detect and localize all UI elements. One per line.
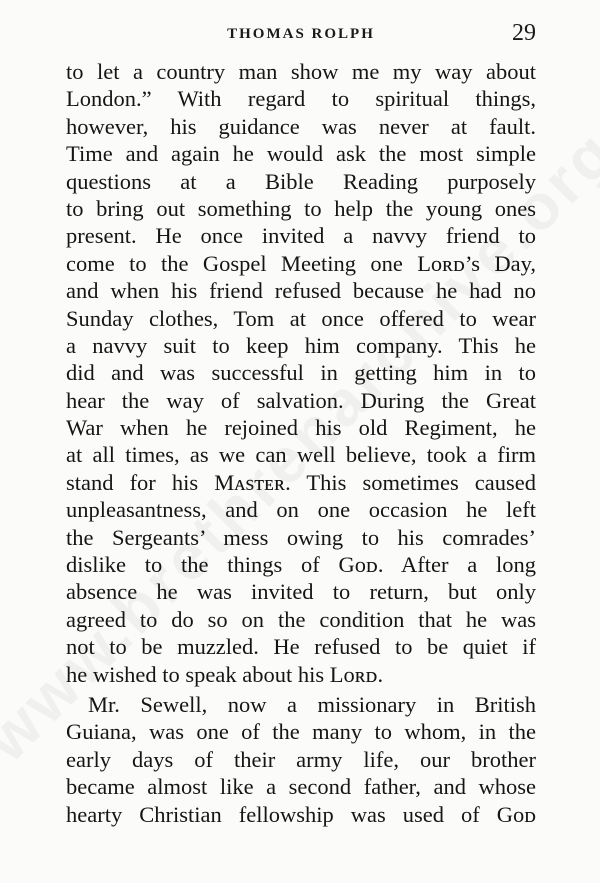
text-line: agreed to do so on the condition that he was <box>66 606 536 632</box>
text-line: Time and again he would ask the most simple <box>66 141 536 167</box>
text-line: questions at a Bible Reading purposely <box>66 168 536 194</box>
text-line: hearty Christian fellowship was used of Gᴏᴅ <box>66 801 536 827</box>
text-line: London.” With regard to spiritual things, <box>66 86 536 112</box>
paragraph-1 <box>66 58 536 688</box>
page-header <box>66 20 536 50</box>
text-line: a navvy suit to keep him company. This he <box>66 332 536 358</box>
text-line: the Sergeants’ mess owing to his comrades’ <box>66 524 536 550</box>
text-line: stand for his Mᴀsᴛᴇʀ. This sometimes caused <box>66 469 536 495</box>
page-body <box>66 58 536 828</box>
text-line: early days of their army life, our brother <box>66 746 536 772</box>
text-line: hear the way of salvation. During the Great <box>66 387 536 413</box>
text-line: to let a country man show me my way about <box>66 59 536 84</box>
text-line: however, his guidance was never at fault. <box>66 113 536 139</box>
text-line: come to the Gospel Meeting one Lᴏʀᴅ’s Day, <box>66 250 536 276</box>
text-line: became almost like a second father, and whose <box>66 774 536 800</box>
text-line: Guiana, was one of the many to whom, in the <box>66 719 536 745</box>
text-line: present. He once invited a navvy friend to <box>66 223 536 249</box>
text-line: at all times, as we can well believe, took a firm <box>66 442 536 468</box>
text-line: dislike to the things of Gᴏᴅ. After a long <box>66 552 536 578</box>
text-line: and when his friend refused because he had no <box>66 278 536 304</box>
text-line: unpleasantness, and on one occasion he left <box>66 497 536 523</box>
text-line: not to be muzzled. He refused to be quiet if <box>66 634 536 660</box>
text-line: to bring out something to help the young ones <box>66 195 536 221</box>
text-line: did and was successful in getting him in to <box>66 360 536 386</box>
text-line: Mr. Sewell, now a missionary in British <box>88 691 536 717</box>
page-number: 29 <box>512 20 536 46</box>
text-line: War when he rejoined his old Regiment, he <box>66 415 536 441</box>
paragraph-2 <box>66 691 536 828</box>
running-head: THOMAS ROLPH <box>227 26 375 42</box>
text-line: he wished to speak about his Lᴏʀᴅ. <box>66 661 384 687</box>
text-line: Sunday clothes, Tom at once offered to wear <box>66 305 536 331</box>
text-line: absence he was invited to return, but only <box>66 579 536 605</box>
